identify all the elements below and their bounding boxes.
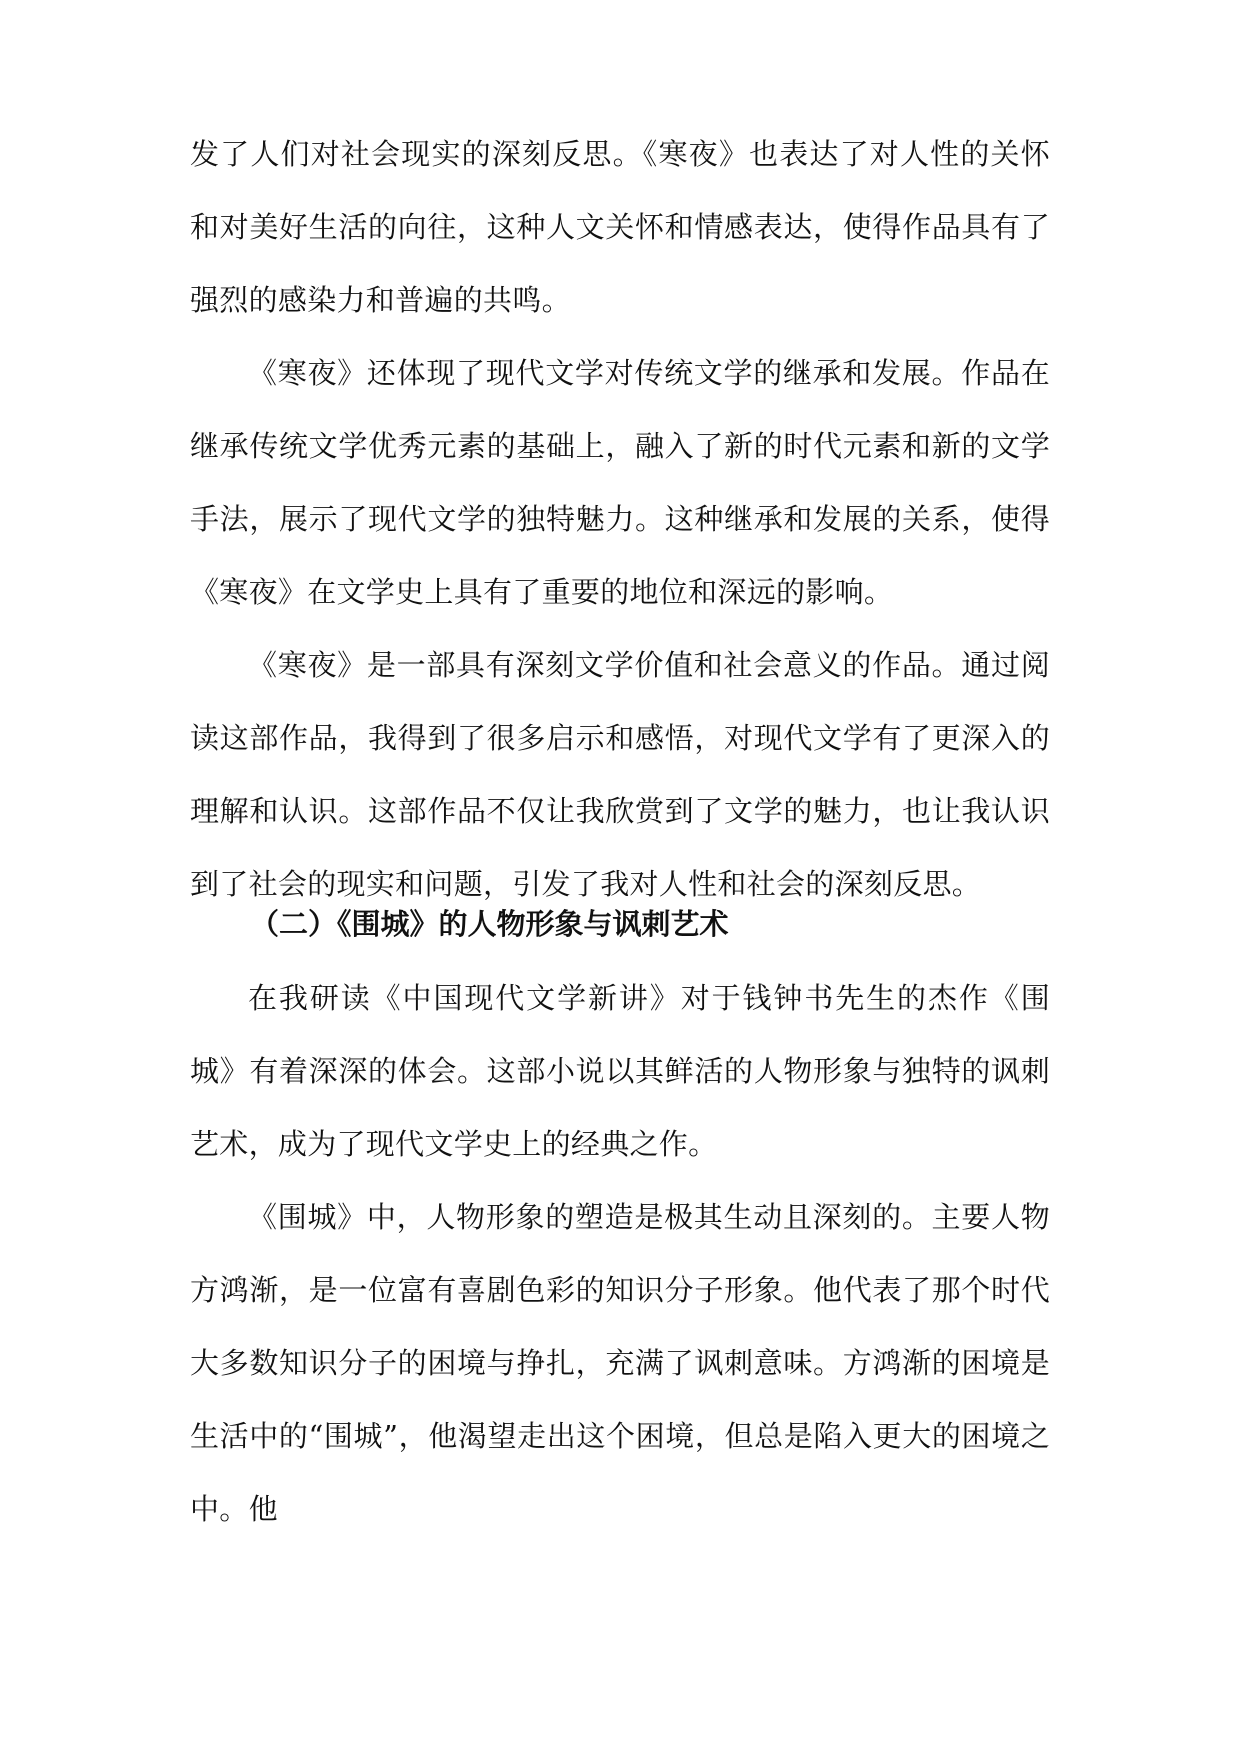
paragraph-continued: 发了人们对社会现实的深刻反思。《寒夜》也表达了对人性的关怀和对美好生活的向往，这种人文关怀和情感表达，使得作品具有了强烈的感染力和普遍的共鸣。 xyxy=(190,137,1050,317)
paragraph: 《寒夜》还体现了现代文学对传统文学的继承和发展。作品在继承传统文学优秀元素的基础上，融入了新的时代元素和新的文学手法，展示了现代文学的独特魅力。这种继承和发展的关系，使得《寒夜》在文学史上具有了重要的地位和深远的影响。 xyxy=(190,356,1050,609)
section-heading: （二）《围城》的人物形象与讽刺艺术 xyxy=(250,907,729,941)
body-text-bottom xyxy=(190,962,1050,1546)
paragraph: 在我研读《中国现代文学新讲》对于钱钟书先生的杰作《围城》有着深深的体会。这部小说以其鲜活的人物形象与独特的讽刺艺术，成为了现代文学史上的经典之作。 xyxy=(190,981,1050,1161)
paragraph: 《寒夜》是一部具有深刻文学价值和社会意义的作品。通过阅读这部作品，我得到了很多启示和感悟，对现代文学有了更深入的理解和认识。这部作品不仅让我欣赏到了文学的魅力，也让我认识到了社会的现实和问题，引发了我对人性和社会的深刻反思。 xyxy=(190,648,1050,901)
body-text-top xyxy=(190,118,1050,921)
paragraph: 《围城》中，人物形象的塑造是极其生动且深刻的。主要人物方鸿渐，是一位富有喜剧色彩的知识分子形象。他代表了那个时代大多数知识分子的困境与挣扎，充满了讽刺意味。方鸿渐的困境是生活中的“围城”，他渴望走出这个困境，但总是陷入更大的困境之中。他 xyxy=(190,1200,1050,1526)
